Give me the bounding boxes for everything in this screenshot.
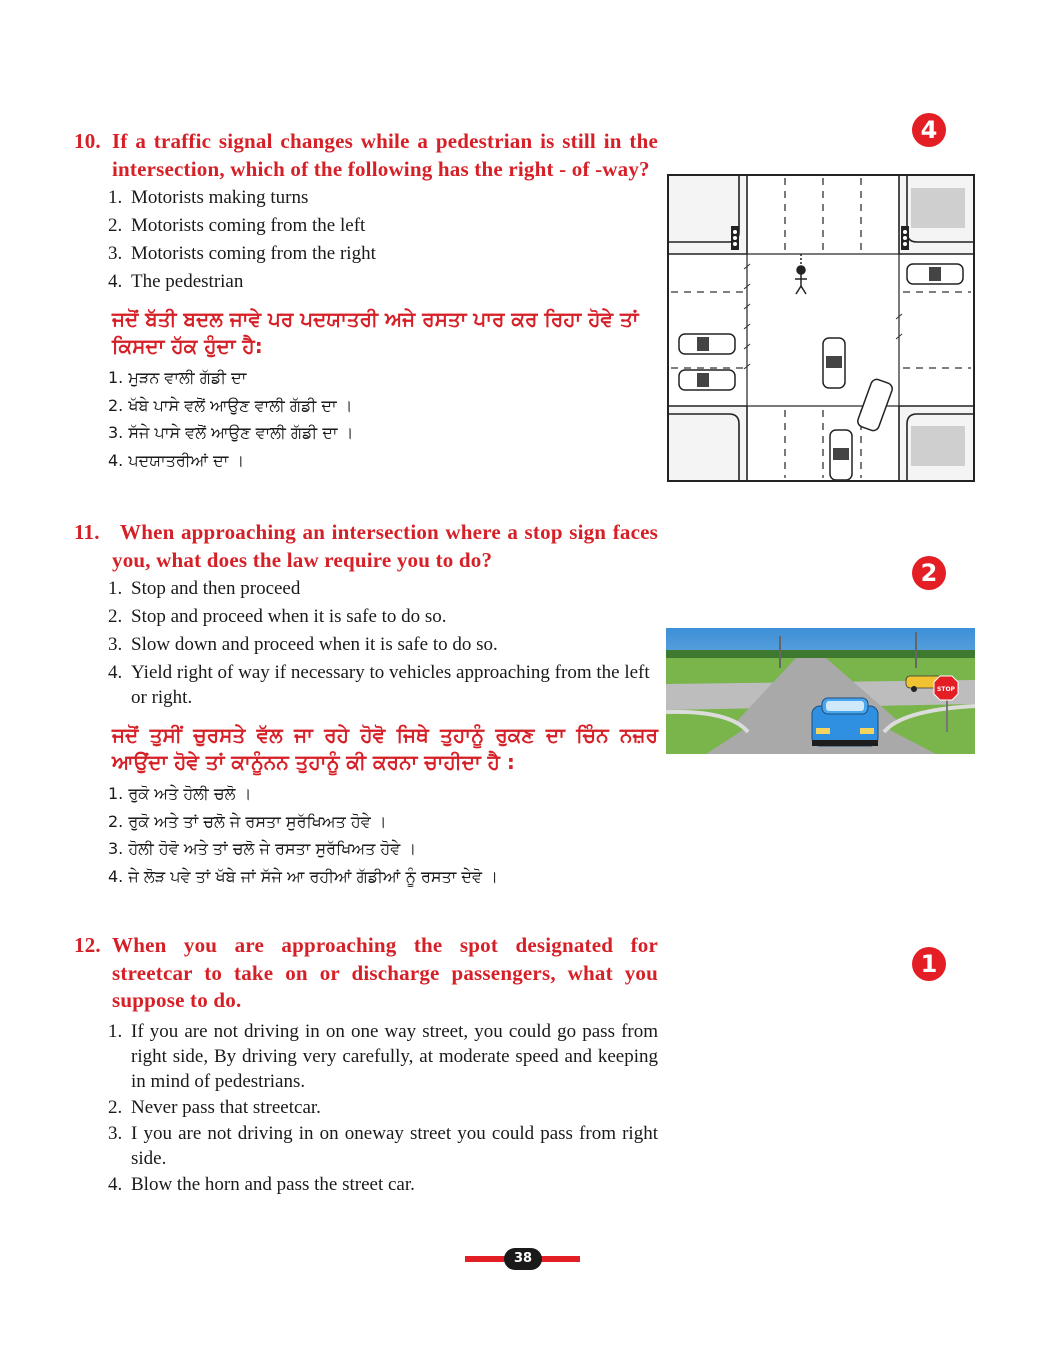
stop-sign-scene [666,628,975,754]
option-text: Motorists coming from the right [131,243,376,264]
option-text: Motorists coming from the left [131,215,366,236]
options-list [74,185,658,294]
punjabi-option-4: 4. ਪਦਯਾਤਰੀਆਂ ਦਾ । [108,450,245,470]
option-number: 2. [108,215,123,236]
answer-badge-11: 2 [912,556,946,590]
answer-badge-12: 1 [912,947,946,981]
question-text: If a traffic signal changes while a pedestrian is still in the intersection, which of the following has the right - of -way? [112,129,658,181]
question-number: 11. [74,520,100,544]
intersection-diagram [667,174,975,482]
question-text: When you are approaching the spot designated for streetcar to take on or discharge passengers, what you suppose to do. [112,933,658,1012]
question-12-heading [74,932,658,1015]
question-number: 12. [74,933,101,957]
option-2 [74,213,658,238]
option-2 [74,604,658,629]
option-number: 4. [108,271,123,292]
option-number: 3. [108,243,123,264]
punjabi-question-text: ਜਦੋਂ ਤੁਸੀਂ ਚੁਰਸਤੇ ਵੱਲ ਜਾ ਰਹੇ ਹੋਵੋ ਜਿਥੇ ਤੁਹਾਨੂੰ ਰੁਕਣ ਦਾ ਚਿੰਨ ਨਜ਼ਰ ਆਉਂਦਾ ਹੋਵੇ ਤਾਂ ਕਾਨੂੰਨਨ ਤੁਹਾਨੂੰ ਕੀ ਕਰਨਾ ਚਾਹੀਦਾ ਹੈ : [112,723,658,774]
punjabi-option-1: 1. ਮੁੜਨ ਵਾਲੀ ਗੱਡੀ ਦਾ [108,368,247,387]
option-number: 2. [108,1096,123,1118]
punjabi-option-3: 3. ਹੋਲੀ ਹੋਵੋ ਅਤੇ ਤਾਂ ਚਲੋ ਜੇ ਰਸਤਾ ਸੁਰੱਖਿਅਤ ਹੋਵੇ । [108,839,417,858]
punjabi-option-4: 4. ਜੇ ਲੋੜ ਪਵੇ ਤਾਂ ਖੱਬੇ ਜਾਂ ਸੱਜੇ ਆ ਰਹੀਆਂ ਗੱਡੀਆਂ ਨੂੰ ਰਸਤਾ ਦੇਵੋ । [108,866,498,886]
punjabi-option-1: 1. ਰੁਕੋ ਅਤੇ ਹੋਲੀ ਚਲੋ । [108,784,252,803]
option-2 [74,1095,658,1120]
option-4 [74,1172,658,1197]
stop-sign-label: STOP [937,686,955,693]
option-1 [74,576,658,601]
option-number: 1. [108,1020,123,1042]
options-list [74,1019,658,1197]
punjabi-option-2: 2. ਰੁਕੋ ਅਤੇ ਤਾਂ ਚਲੋ ਜੇ ਰਸਤਾ ਸੁਰੱਖਿਅਤ ਹੋਵੇ । [108,811,387,831]
option-number: 4. [108,1173,123,1195]
options-list [74,576,658,710]
option-number: 2. [108,606,123,627]
option-text: Motorists making turns [131,187,309,208]
option-text: If you are not driving in on one way street, you could go pass from right side, By driving very carefully, at moderate speed and keeping in mind of pedestrians. [131,1020,658,1092]
page-number: 38 [504,1248,542,1270]
option-text: The pedestrian [131,271,244,292]
option-text: I you are not driving in on oneway street you could pass from right side. [131,1122,658,1169]
question-10 [74,128,658,474]
option-number: 3. [108,634,123,655]
option-text: Never pass that streetcar. [131,1096,321,1118]
option-text: Slow down and proceed when it is safe to do so. [131,634,498,655]
option-3 [74,241,658,266]
punjabi-option-2: 2. ਖੱਬੇ ਪਾਸੇ ਵਲੋਂ ਆਉਣ ਵਾਲੀ ਗੱਡੀ ਦਾ । [108,395,353,415]
option-text: Yield right of way if necessary to vehicles approaching from the left or right. [131,662,650,708]
option-number: 1. [108,187,123,208]
punjabi-question-text: ਜਦੋਂ ਬੱਤੀ ਬਦਲ ਜਾਵੇ ਪਰ ਪਦਯਾਤਰੀ ਅਜੇ ਰਸਤਾ ਪਾਰ ਕਰ ਰਿਹਾ ਹੋਵੇ ਤਾਂ ਕਿਸਦਾ ਹੱਕ ਹੁੰਦਾ ਹੈ: [112,307,639,358]
option-4 [74,269,658,294]
question-12 [74,932,658,1200]
option-3 [74,632,658,657]
question-text: When approaching an intersection where a stop sign faces you, what does the law require you to do? [112,520,658,572]
option-text: Stop and then proceed [131,578,301,599]
option-3 [74,1121,658,1171]
option-text: Stop and proceed when it is safe to do so. [131,606,447,627]
question-10-heading [74,128,658,183]
punjabi-option-3: 3. ਸੱਜੇ ਪਾਸੇ ਵਲੋਂ ਆਉਣ ਵਾਲੀ ਗੱਡੀ ਦਾ । [108,423,354,442]
option-number: 4. [108,662,123,683]
option-number: 1. [108,578,123,599]
option-1 [74,185,658,210]
option-4 [74,660,658,710]
question-11 [74,519,658,890]
question-number: 10. [74,129,101,153]
question-11-heading [74,519,658,574]
answer-badge-10: 4 [912,113,946,147]
option-1 [74,1019,658,1094]
option-text: Blow the horn and pass the street car. [131,1173,415,1195]
option-number: 3. [108,1122,123,1144]
